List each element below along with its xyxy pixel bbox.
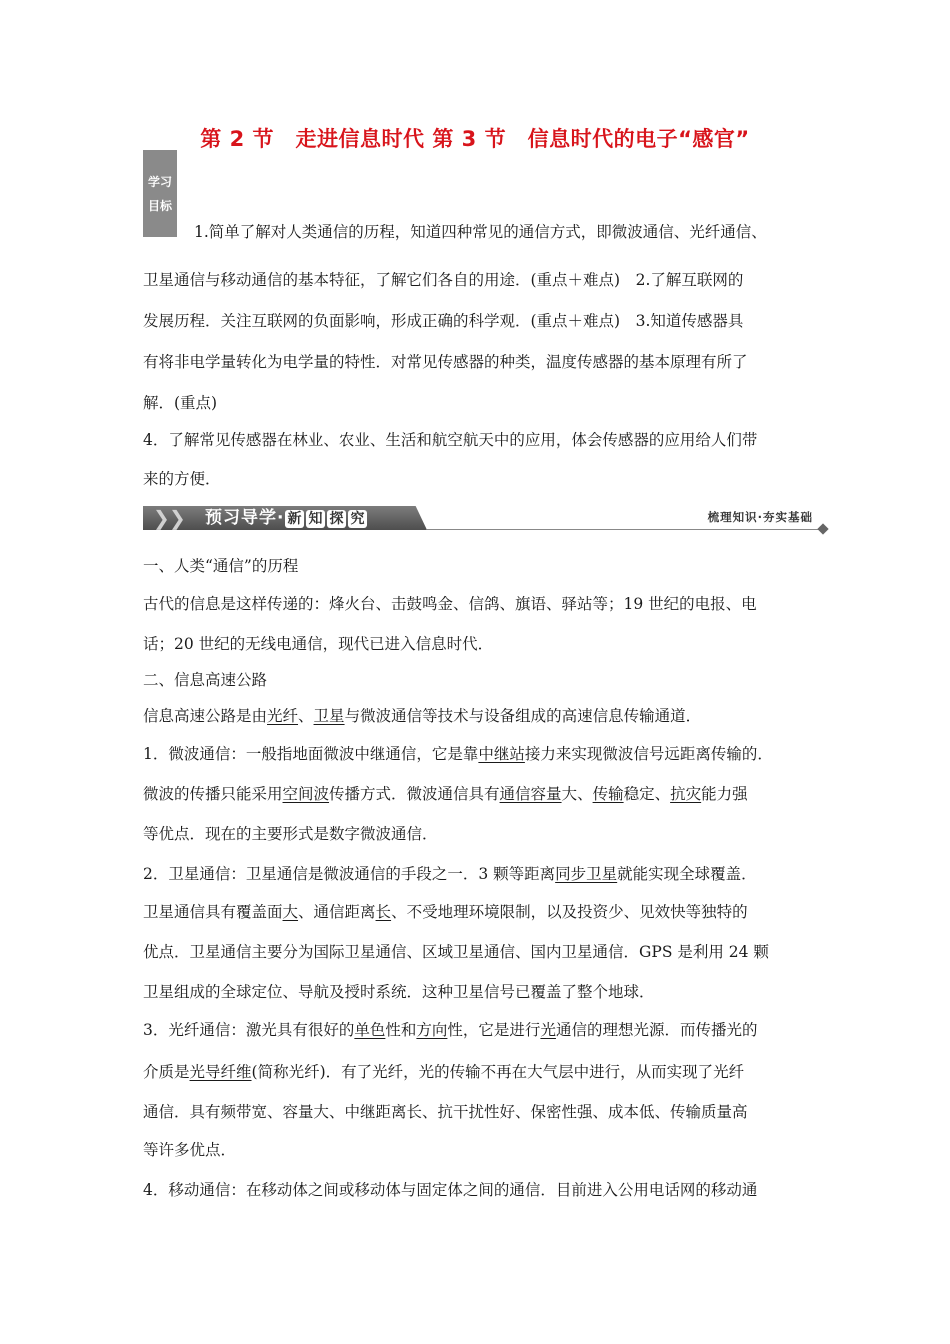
- banner-box-char: 知: [308, 511, 324, 527]
- text-segment: 通信的理想光源．而传播光的: [555, 1021, 758, 1039]
- banner-box-char: 新: [287, 511, 303, 527]
- text-segment: 、不受地理环境限制，以及投资少、见效快等独特的: [391, 903, 748, 921]
- objective-line: 解．(重点): [143, 394, 218, 412]
- objective-line: 有将非电学量转化为电学量的特性．对常见传感器的种类，温度传感器的基本原理有所了: [143, 353, 748, 371]
- underlined-answer: 传输: [592, 785, 624, 803]
- underlined-answer: 单色: [354, 1021, 386, 1039]
- objectives-tag-line-2: 目标: [147, 198, 172, 213]
- text-segment: (简称光纤)．有了光纤，光的传输不再在大气层中进行，从而实现了光纤: [251, 1063, 745, 1081]
- text-segment: 话；20 世纪的无线电通信，现代已进入信息时代．: [143, 635, 494, 653]
- underlined-answer: 卫星: [313, 707, 345, 725]
- text-segment: 与微波通信等技术与设备组成的高速信息传输通道．: [344, 707, 702, 725]
- text-segment: 稳定、: [623, 785, 671, 803]
- text-segment: 微波的传播只能采用: [143, 785, 283, 803]
- body-line: [143, 1060, 744, 1082]
- text-segment: 就能实现全球覆盖．: [617, 865, 757, 883]
- diamond-icon: [817, 523, 828, 534]
- objective-line: 卫星通信与移动通信的基本特征，了解它们各自的用途．(重点＋难点) 2.了解互联网的: [143, 271, 744, 289]
- chevron-right-icon: ❯: [153, 506, 170, 530]
- body-line: [143, 742, 773, 764]
- text-segment: 大、: [561, 785, 593, 803]
- banner-subtitle: 梳理知识·夯实基础: [707, 510, 813, 524]
- text-segment: 等优点．现在的主要形式是数字微波通信．: [143, 825, 438, 843]
- text-segment: 性和: [385, 1021, 417, 1039]
- text-segment: 二、信息高速公路: [143, 671, 268, 689]
- body-line: [143, 1018, 757, 1040]
- text-segment: 一、人类“通信”的历程: [143, 557, 299, 575]
- underlined-answer: 空间波: [282, 785, 330, 803]
- body-line: [143, 632, 493, 654]
- banner-rule: [427, 529, 821, 530]
- body-line: [143, 1138, 236, 1160]
- objective-line: 1.简单了解对人类通信的历程，知道四种常见的通信方式，即微波通信、光纤通信、: [194, 223, 767, 241]
- text-segment: 等许多优点．: [143, 1141, 237, 1159]
- body-line: [143, 704, 701, 726]
- banner-title: [205, 507, 368, 529]
- objectives-tag: [143, 150, 177, 237]
- underlined-answer: 通信容量: [499, 785, 562, 803]
- text-segment: 卫星组成的全球定位、导航及授时系统．这种卫星信号已覆盖了整个地球．: [143, 983, 655, 1001]
- objectives-tag-line-1: 学习: [147, 174, 172, 189]
- text-segment: 4．移动通信：在移动体之间或移动体与固定体之间的通信．目前进入公用电话网的移动通: [143, 1181, 758, 1199]
- underlined-answer: 中继站: [478, 745, 525, 763]
- section-banner: [143, 506, 827, 534]
- text-segment: 卫星通信具有覆盖面: [143, 903, 283, 921]
- underlined-answer: 方向: [416, 1021, 448, 1039]
- objective-line: 发展历程．关注互联网的负面影响，形成正确的科学观．(重点＋难点) 3.知道传感器具: [143, 312, 744, 330]
- text-segment: 、: [298, 707, 314, 725]
- body-line: [143, 592, 757, 614]
- text-segment: 能力强: [701, 785, 748, 803]
- underlined-answer: 同步卫星: [555, 865, 618, 883]
- text-segment: 信息高速公路是由: [143, 707, 268, 725]
- banner-box-char: 究: [350, 511, 366, 527]
- banner-box-char: 探: [329, 511, 345, 527]
- body-line: [143, 980, 655, 1002]
- underlined-answer: 光导纤维: [189, 1063, 252, 1081]
- text-segment: 介质是: [143, 1063, 190, 1081]
- text-segment: 传播方式．微波通信具有: [329, 785, 500, 803]
- text-segment: 通信．具有频带宽、容量大、中继距离长、抗干扰性好、保密性强、成本低、传输质量高: [143, 1103, 748, 1121]
- body-line: [143, 554, 298, 576]
- text-segment: 1．微波通信：一般指地面微波中继通信，它是靠: [143, 745, 479, 763]
- body-line: [143, 862, 757, 884]
- text-segment: 优点．卫星通信主要分为国际卫星通信、区域卫星通信、国内卫星通信．GPS 是利用 24 颗: [143, 943, 769, 961]
- text-segment: 性，它是进行: [447, 1021, 541, 1039]
- underlined-answer: 大: [282, 903, 299, 921]
- body-line: [143, 822, 438, 844]
- body-line: [143, 668, 267, 690]
- text-segment: 3．光纤通信：激光具有很好的: [143, 1021, 355, 1039]
- page-title: 第 2 节 走进信息时代 第 3 节 信息时代的电子“感官”: [200, 127, 750, 151]
- underlined-answer: 长: [375, 903, 392, 921]
- text-segment: 接力来实现微波信号远距离传输的．: [524, 745, 773, 763]
- underlined-answer: 光: [540, 1021, 556, 1039]
- objective-line: 4．了解常见传感器在林业、农业、生活和航空航天中的应用，体会传感器的应用给人们带: [143, 431, 758, 449]
- chevron-right-icon: ❯: [169, 506, 186, 530]
- body-line: [143, 940, 769, 962]
- underlined-answer: 光纤: [267, 707, 299, 725]
- objective-line: 来的方便．: [143, 470, 221, 488]
- body-line: [143, 1178, 757, 1200]
- text-segment: 2．卫星通信：卫星通信是微波通信的手段之一．3 颗等距离: [143, 865, 556, 883]
- banner-title-part1: 预习导学·: [205, 508, 285, 528]
- text-segment: 古代的信息是这样传递的：烽火台、击鼓鸣金、信鸽、旗语、驿站等；19 世纪的电报、电: [143, 595, 757, 613]
- body-line: [143, 1100, 748, 1122]
- text-segment: 、通信距离: [298, 903, 376, 921]
- body-line: [143, 900, 748, 922]
- underlined-answer: 抗灾: [670, 785, 702, 803]
- body-line: [143, 782, 748, 804]
